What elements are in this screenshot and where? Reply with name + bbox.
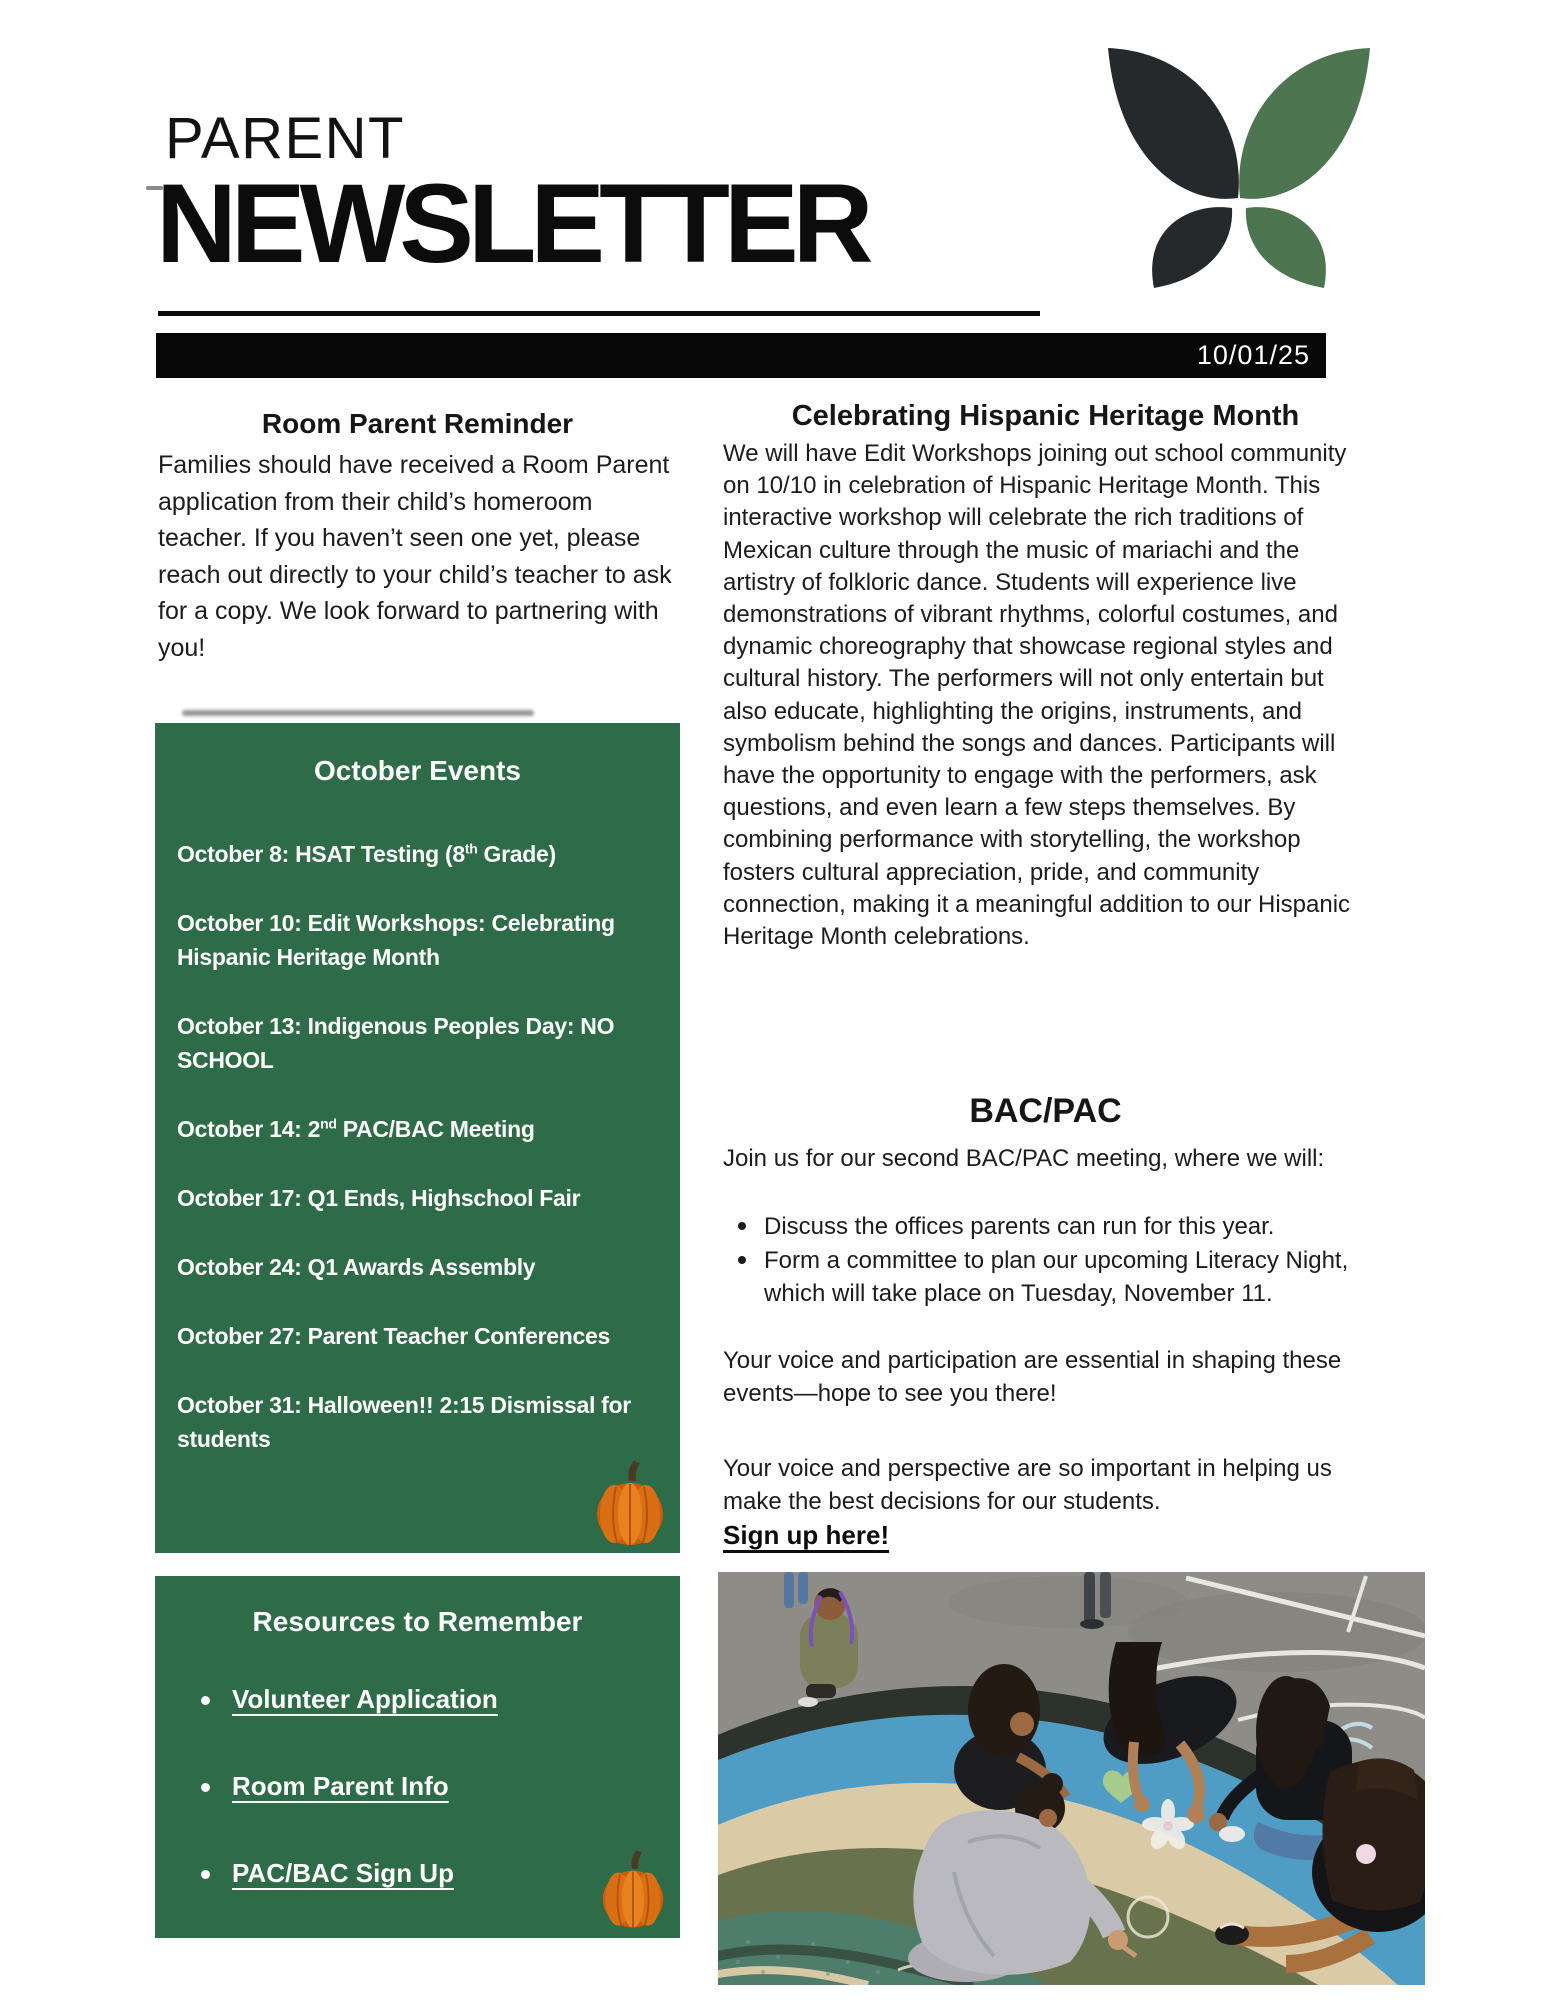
event-item: October 27: Parent Teacher Conferences xyxy=(177,1323,611,1349)
event-item: October 13: Indigenous Peoples Day: NO SCHOOL xyxy=(177,1013,615,1073)
resource-item xyxy=(201,1858,658,1889)
masthead-kicker: PARENT xyxy=(165,106,405,171)
masthead-title: NEWSLETTER xyxy=(156,161,868,286)
event-item: October 10: Edit Workshops: Celebrating Hispanic Heritage Month xyxy=(177,910,615,970)
resources-box xyxy=(155,1576,680,1938)
bullet-dot xyxy=(738,1222,746,1230)
butterfly-leaves-logo xyxy=(1070,30,1405,295)
bullet-dot xyxy=(738,1256,746,1264)
signup-link[interactable]: Sign up here! xyxy=(723,1520,890,1550)
heritage-body: We will have Edit Workshops joining out school community on 10/10 in celebration of Hispanic Heritage Month. This interactive workshop will celebrate the rich traditions of Mexican culture through the music of mariachi and the artistry of folkloric dance. Students will experience live demonstrations of vibrant rhythms, colorful costumes, and dynamic choreography that showcase regional styles and cultural history. The performers will not only entertain but also educate, highlighting the origins, instruments, and symbolism behind the songs and dances. Participants will have the opportunity to engage with the performers, ask questions, and even learn a few steps themselves. By combining performance with storytelling, the workshop fosters cultural appreciation, pride, and community connection, making it a meaningful addition to our Hispanic Heritage Month celebrations. xyxy=(723,440,1351,951)
redacted-smudge xyxy=(182,710,534,716)
october-events-box xyxy=(155,723,680,1553)
october-events-list xyxy=(177,837,658,1456)
masthead-rule xyxy=(158,311,1040,316)
event-item: October 8: HSAT Testing (8th Grade) xyxy=(177,840,556,867)
resources-list xyxy=(177,1684,658,1889)
bullet-dot xyxy=(201,1870,210,1879)
bacpac-outro: Your voice and participation are essential in shaping these events—hope to see you there! xyxy=(723,1347,1342,1407)
bullet-dot xyxy=(201,1783,210,1792)
heritage-heading: Celebrating Hispanic Heritage Month xyxy=(791,400,1300,432)
pumpkin-icon xyxy=(600,1848,666,1930)
resource-item xyxy=(201,1684,658,1715)
bacpac-bullet-list xyxy=(738,1210,1368,1311)
room-parent-body: Families should have received a Room Parent application from their child’s homeroom teacher. If you haven’t seen one yet, please reach out directly to your child’s teacher to ask for a copy. We look forward to partnering with you! xyxy=(158,451,672,662)
bacpac-bullet: Discuss the offices parents can run for this year. xyxy=(738,1210,1368,1243)
resource-link[interactable]: Room Parent Info xyxy=(232,1771,449,1801)
event-item: October 17: Q1 Ends, Highschool Fair xyxy=(177,1185,581,1211)
bacpac-intro: Join us for our second BAC/PAC meeting, where we will: xyxy=(723,1145,1325,1172)
bacpac-heading: BAC/PAC xyxy=(969,1092,1122,1130)
resource-item xyxy=(201,1771,658,1802)
issue-date: 10/01/25 xyxy=(1196,340,1310,370)
chalk-art-photo xyxy=(718,1572,1425,1985)
bacpac-bullet: Form a committee to plan our upcoming Literacy Night, which will take place on Tuesday, November 11. xyxy=(738,1244,1368,1310)
resource-link[interactable]: Volunteer Application xyxy=(232,1684,498,1714)
resource-link[interactable]: PAC/BAC Sign Up xyxy=(232,1858,454,1888)
room-parent-heading: Room Parent Reminder xyxy=(261,408,574,439)
event-item: October 31: Halloween!! 2:15 Dismissal for students xyxy=(177,1392,631,1452)
pumpkin-icon xyxy=(594,1459,666,1547)
resources-heading: Resources to Remember xyxy=(252,1606,583,1637)
bullet-dot xyxy=(201,1696,210,1705)
date-bar xyxy=(156,333,1326,378)
event-item: October 14: 2nd PAC/BAC Meeting xyxy=(177,1115,535,1142)
bacpac-followup: Your voice and perspective are so important in helping us make the best decisions for our students. xyxy=(723,1455,1332,1515)
event-item: October 24: Q1 Awards Assembly xyxy=(177,1254,536,1280)
october-events-heading: October Events xyxy=(314,755,521,786)
